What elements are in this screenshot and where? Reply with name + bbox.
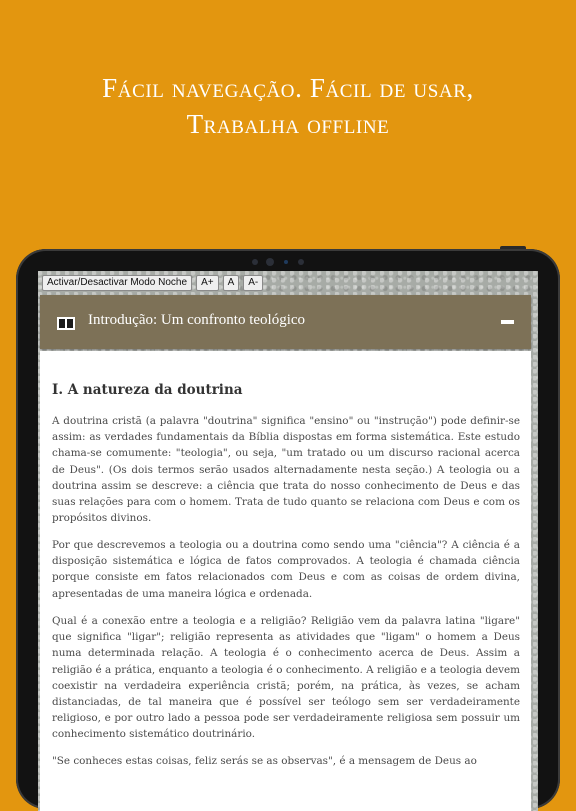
book-icon [57,317,75,330]
promo-headline [0,70,576,142]
sensor-icon [252,259,258,265]
accordion-header[interactable] [40,295,531,349]
camera-led-icon [284,260,288,264]
article-paragraph-4: "Se conheces estas coisas, feliz serás se as observas", é a mensagem de Deus ao [52,755,477,767]
article-paragraph-2: Por que descrevemos a teologia ou a doutrina como sendo uma "ciência"? A ciência é a disposição sistemática e lógica de fatos comprovados. A teologia é chamada ciência porque consiste em fatos relacionados com Deus e com as coisas de ordem divina, apresentadas de uma maneira lógica e ordenada. [52,539,520,600]
section-title: I. A natureza da doutrina [52,382,243,398]
tablet-device [16,249,560,809]
promo-line-1: Fácil navegação. Fácil de usar, [102,73,474,103]
sensor-icon [298,259,304,265]
article-paragraph-1: A doutrina cristã (a palavra "doutrina" significa "ensino" ou "instrução") pode definir-se assim: as verdades fundamentais da Bíblia dispostas em forma sistemática. Este estudo chama-se comumente: "teologia", ou seja, "um tratado ou um discurso racional acerca de Deus". (Os dois termos serão usados alternadamente nesta seção.) A teologia ou a doutrina assim se descreve: a ciência que trata do nosso conhecimento de Deus e das suas relações para com o homem. Trata de tudo quanto se relaciona com Deus e com os propósitos divinos. [52,415,520,525]
night-mode-button[interactable]: Activar/Desactivar Modo Noche [42,275,192,291]
camera-icon [266,258,274,266]
toolbar [42,275,263,291]
promo-line-2: Trabalha offline [186,109,390,139]
article-paragraph-3: Qual é a conexão entre a teologia e a religião? Religião vem da palavra latina "ligare" que significa "ligar"; religião representa as atividades que "ligam" o homem a Deus numa determinada relação. A teologia é o conhecimento acerca de Deus. Assim a religião é a prática, enquanto a teologia é o conhecimento. A religião e a teologia devem coexistir na verdadeira experiência cristã; porém, na prática, às vezes, se acham distanciadas, de tal maneira que é possível ser teólogo sem ser verdadeiramente religioso, e por outro lado a pessoa pode ser verdadeiramente religiosa sem possuir um conhecimento sistemático doutrinário. [52,615,520,741]
font-reset-button[interactable]: A [223,275,240,291]
minus-icon[interactable] [501,320,514,324]
accordion-title: Introdução: Um confronto teológico [88,312,306,328]
article-content [40,351,531,811]
font-increase-button[interactable]: A+ [196,275,219,291]
app-screen [38,271,538,811]
font-decrease-button[interactable]: A- [243,275,263,291]
